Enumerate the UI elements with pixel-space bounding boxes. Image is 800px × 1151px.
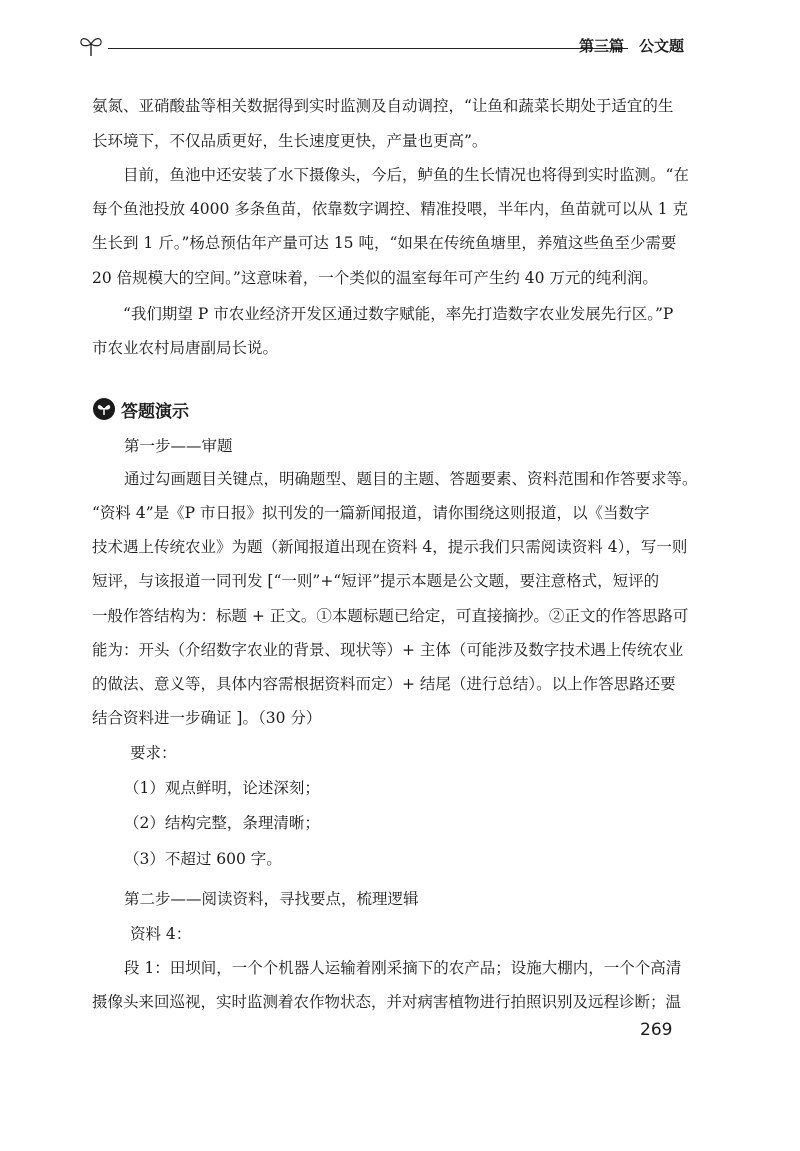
body-line: 一般作答结构为：标题 + 正文。①本题标题已给定，可直接摘抄。②正文的作答思路可	[92, 607, 689, 625]
body-line: “资料 4”是《P 市日报》拟刊发的一篇新闻报道，请你围绕这则报道，以《当数字	[92, 504, 650, 522]
sprout-icon	[78, 34, 104, 58]
body-line: 通过勾画题目关键点，明确题型、题目的主题、答题要素、资料范围和作答要求等。	[124, 470, 698, 488]
body-line: 短评，与该报道一同刊发 [“一则”+“短评”提示本题是公文题，要注意格式，短评的	[92, 572, 660, 590]
body-line: 氨氮、亚硝酸盐等相关数据得到实时监测及自动调控，“让鱼和蔬菜长期处于适宜的生	[92, 97, 674, 115]
body-line: 生长到 1 斤。”杨总预估年产量可达 15 吨，“如果在传统鱼塘里，养殖这些鱼至少需要	[92, 234, 677, 252]
requirement-item: （2）结构完整，条理清晰；	[124, 814, 320, 832]
body-line: 20 倍规模大的空间。”这意味着，一个类似的温室每年可产生约 40 万元的纯利润。	[92, 269, 658, 287]
body-line: 摄像头来回巡视，实时监测着农作物状态，并对病害植物进行拍照识别及远程诊断；温	[92, 993, 682, 1011]
leaf-bullet-icon	[93, 398, 115, 420]
section-title: 答题演示	[121, 402, 189, 422]
body-line: “我们期望 P 市农业经济开发区通过数字赋能，率先打造数字农业发展先行区。”P	[92, 305, 674, 323]
body-line: 长环境下，不仅品质更好，生长速度更快，产量也更高”。	[92, 132, 488, 150]
body-line: 目前，鱼池中还安装了水下摄像头，今后，鲈鱼的生长情况也将得到实时监测。“在	[92, 166, 689, 184]
body-line: 市农业农村局唐副局长说。	[92, 339, 279, 357]
step-heading: 第一步——审题	[124, 437, 233, 455]
body-line: 段 1：田坝间，一个个机器人运输着刚采摘下的农产品；设施大棚内，一个个高清	[124, 959, 682, 977]
running-header	[78, 26, 684, 62]
body-line: 每个鱼池投放 4000 多条鱼苗，依靠数字调控、精准投喂，半年内，鱼苗就可以从 1 克	[92, 200, 689, 218]
page-number: 269	[640, 1020, 673, 1040]
requirement-item: （1）观点鲜明，论述深刻；	[124, 779, 320, 797]
body-line: 结合资料进一步确证 ]。（30 分）	[92, 709, 322, 727]
material-label: 资料 4：	[130, 925, 192, 943]
step-heading: 第二步——阅读资料，寻找要点，梳理逻辑	[124, 890, 419, 908]
body-line: 技术遇上传统农业》为题（新闻报道出现在资料 4，提示我们只需阅读资料 4），写一则	[92, 538, 688, 556]
chapter-label: 第三篇 公文题	[578, 37, 684, 55]
requirement-item: （3）不超过 600 字。	[124, 850, 282, 868]
body-line: 能为：开头（介绍数字农业的背景、现状等）+ 主体（可能涉及数字技术遇上传统农业	[92, 641, 684, 659]
header-rule	[108, 48, 628, 49]
body-line: 的做法、意义等，具体内容需根据资料而定）+ 结尾（进行总结）。以上作答思路还要	[92, 675, 676, 693]
requirements-label: 要求：	[130, 744, 177, 762]
